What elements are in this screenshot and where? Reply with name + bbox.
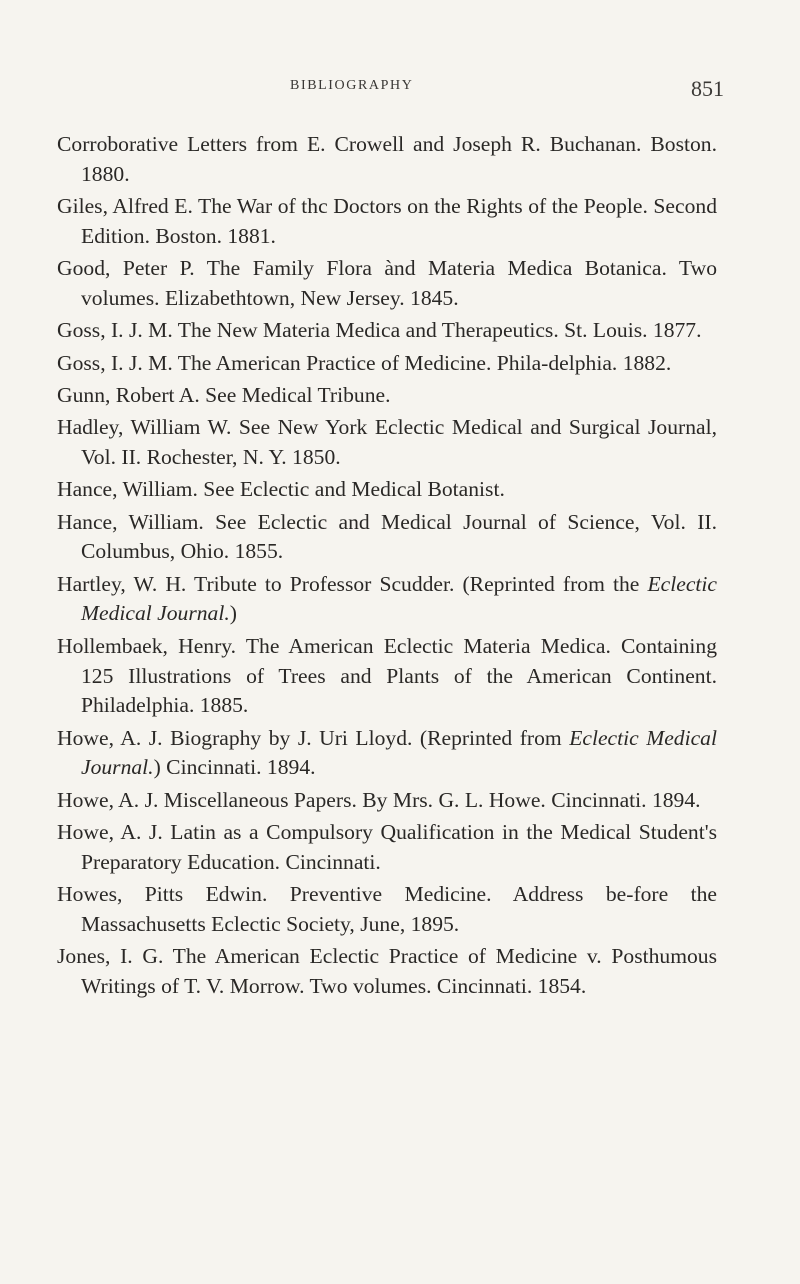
- bibliography-entry: Hollembaek, Henry. The American Eclectic Materia Medica. Containing 125 Illustrations of Trees and Plants of the American Continent. Philadelphia. 1885.: [57, 633, 717, 718]
- bibliography-entry: Howe, A. J. Miscellaneous Papers. By Mrs. G. L. Howe. Cincinnati. 1894.: [57, 787, 701, 812]
- bibliography-entry: Goss, I. J. M. The American Practice of Medicine. Phila-delphia. 1882.: [57, 350, 672, 375]
- page-header: [60, 76, 724, 106]
- bibliography-entry: Howe, A. J. Latin as a Compulsory Qualification in the Medical Student's Preparatory Education. Cincinnati.: [57, 820, 717, 874]
- bibliography-entry: Hance, William. See Eclectic and Medical Journal of Science, Vol. II. Columbus, Ohio. 1855.: [57, 509, 717, 564]
- journal-title: Eclectic Medical Journal.: [81, 725, 717, 780]
- bibliography-entry: Hadley, William W. See New York Eclectic Medical and Surgical Journal, Vol. II. Rochester, N. Y. 1850.: [57, 415, 717, 469]
- running-title: BIBLIOGRAPHY: [290, 78, 414, 93]
- bibliography-entry: Gunn, Robert A. See Medical Tribune.: [57, 382, 391, 407]
- bibliography-entry: Goss, I. J. M. The New Materia Medica and Therapeutics. St. Louis. 1877.: [57, 318, 702, 343]
- bibliography-entry: Giles, Alfred E. The War of thc Doctors on the Rights of the People. Second Edition. Boston. 1881.: [57, 194, 717, 248]
- bibliography-entry: Corroborative Letters from E. Crowell and Joseph R. Buchanan. Boston. 1880.: [57, 132, 717, 186]
- bibliography-entry: Hance, William. See Eclectic and Medical Botanist.: [57, 477, 505, 502]
- bibliography-entry: Good, Peter P. The Family Flora ànd Materia Medica Botanica. Two volumes. Elizabethtown, New Jersey. 1845.: [57, 256, 717, 310]
- journal-title: Eclectic Medical Journal.: [81, 571, 717, 626]
- bibliography-entry: Hartley, W. H. Tribute to Professor Scudder. (Reprinted from the Eclectic Medical Journal.): [57, 571, 717, 626]
- bibliography-list: [57, 130, 717, 1004]
- bibliography-entry: Howes, Pitts Edwin. Preventive Medicine. Address be-fore the Massachusetts Eclectic Society, June, 1895.: [57, 882, 717, 936]
- bibliography-entry: Howe, A. J. Biography by J. Uri Lloyd. (Reprinted from Eclectic Medical Journal.) Cincinnati. 1894.: [57, 725, 717, 780]
- page-number: 851: [691, 76, 724, 101]
- bibliography-entry: Jones, I. G. The American Eclectic Practice of Medicine v. Posthumous Writings of T. V. Morrow. Two volumes. Cincinnati. 1854.: [57, 944, 717, 999]
